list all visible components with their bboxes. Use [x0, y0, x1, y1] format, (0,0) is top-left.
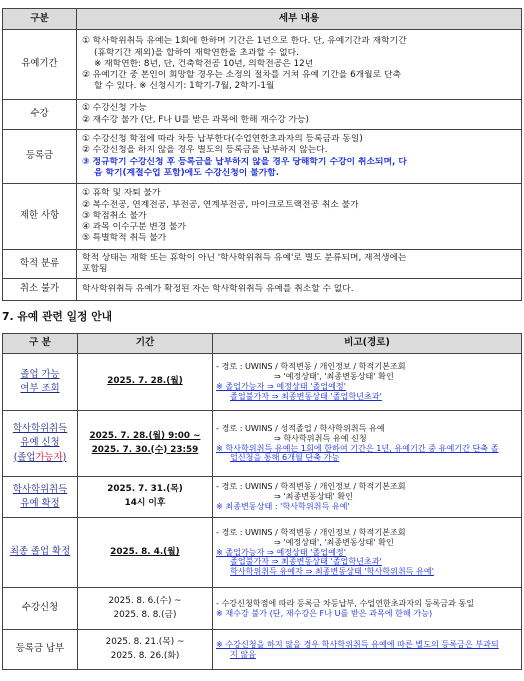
row-period: 2025. 8. 6.(수) ~ 2025. 8. 8.(금) [78, 588, 213, 630]
row-detail: ① 학사학위취득 유예는 1회에 한하며 기간은 1년으로 한다. 단, 유예기간과 재학기간 (휴학기간 제외)을 합하여 재학연한을 초과할 수 없다. ※ 재학연한: 8년, 단, 건축학전공 10년, 의학전공은 12년 ② 유예기간 중 본인이 희망할 경우는 소정의 절차를 거쳐 유예 기간을 6개월로 단축 할 수 있다. ※ 신청시기: 1학기-7월, 2학기-1월 [77, 30, 522, 100]
row-period: 2025. 8. 4.(월) [78, 518, 213, 588]
table-header-row [3, 9, 522, 30]
table-row [3, 518, 522, 588]
row-remarks: - 경로 : UWINS / 학적변동 / 개인정보 / 학적기본조회 ⇒ '예정상태', '최종변동상태' 확인 ※ 졸업가능자 ⇒ 예정상태 '졸업예정' 졸업불가자 ⇒ 최종변동상태 '졸업학년초과' 학사학위취득 유예자 ⇒ 최종변동상태 '학사학위취득 유예' [213, 518, 522, 588]
row-label: 유예기간 [3, 30, 77, 100]
row-detail: 학사학위취득 유예가 확정된 자는 학사학위취득 유예를 취소할 수 없다. [77, 279, 522, 301]
row-period: 2025. 7. 28.(월) [78, 354, 213, 411]
table-row [3, 411, 522, 477]
table-row [3, 630, 522, 670]
row-detail: ① 수강신청 가능 ② 재수강 불가 (단, F나 U를 받은 과목에 한해 재수강 가능) [77, 100, 522, 130]
header-remarks: 비고(경로) [213, 334, 522, 354]
row-remarks: - 경로 : UWINS / 학적변동 / 개인정보 / 학적기본조회 ⇒ '최종변동상태' 확인 ※ 최종변동상태 : '학사학위취득 유예' [213, 477, 522, 518]
row-remarks: - 경로 : UWINS / 성적졸업 / 학사학위취득 유예 ⇒ 학사학위취득 유예 신청 ※ 학사학위취득 유예는 1회에 한하여 기간은 1년, 유예기간 중 유예기간 단축 졸 업신청을 통해 6개월 단축 가능 [213, 411, 522, 477]
row-label: 학적 분류 [3, 250, 77, 279]
row-detail: 학적 상태는 재학 또는 휴학이 아닌 '학사학위취득 유예'로 별도 분류되며, 재적생에는 포함됨 [77, 250, 522, 279]
row-label: 학사학위취득 유예 신청 (졸업가능자) [3, 411, 78, 477]
header-period: 기간 [78, 334, 213, 354]
section-title: 7. 유예 관련 일정 안내 [2, 310, 113, 323]
row-detail: ① 수강신청 학점에 따라 차등 납부한다(수업연한초과자의 등록금과 동일) ② 수강신청을 하지 않을 경우 별도의 등록금을 납부하지 않는다. ③ 정규학기 수강신청 후 등록금을 납부하지 않을 경우 당해학기 수강이 취소되며, 다 음 학기(계절수업 포함)에도 수강신청이 불가함. [77, 130, 522, 184]
table-row [3, 588, 522, 630]
row-label: 등록금 납부 [3, 630, 78, 670]
row-label: 제한 사항 [3, 184, 77, 250]
row-label: 학사학위취득 유예 확정 [3, 477, 78, 518]
table-row [3, 279, 522, 301]
table-header-row [3, 334, 522, 354]
row-period: 2025. 7. 28.(월) 9:00 ~ 2025. 7. 30.(수) 23:59 [78, 411, 213, 477]
warning-text: ③ 정규학기 수강신청 후 등록금을 납부하지 않을 경우 당해학기 수강이 취소되며, 다 [82, 156, 407, 167]
header-category: 구 분 [3, 334, 78, 354]
row-label: 취소 불가 [3, 279, 77, 301]
warning-text: 음 학기(계절수업 포함)에도 수강신청이 불가함. [94, 167, 280, 178]
row-period: 2025. 8. 21.(목) ~ 2025. 8. 26.(화) [78, 630, 213, 670]
header-category: 구분 [3, 9, 77, 30]
schedule-table [2, 333, 522, 670]
deferral-rules-table [2, 8, 522, 301]
table-row [3, 354, 522, 411]
table-row [3, 477, 522, 518]
header-detail: 세부 내용 [77, 9, 522, 30]
row-detail: ① 휴학 및 자퇴 불가 ② 복수전공, 연계전공, 부전공, 연계부전공, 마이크로트랙전공 취소 불가 ③ 학점취소 불가 ④ 과목 이수구분 변경 불가 ⑤ 특별학적 취득 불가 [77, 184, 522, 250]
table-row [3, 250, 522, 279]
table-row [3, 100, 522, 130]
row-remarks: ※ 수강신청을 하지 않을 경우 학사학위취득 유예에 따른 별도의 등록금은 부과되 지 않음 [213, 630, 522, 670]
row-label: 최종 졸업 확정 [3, 518, 78, 588]
row-label: 등록금 [3, 130, 77, 184]
row-period: 2025. 7. 31.(목) 14시 이후 [78, 477, 213, 518]
row-label: 졸업 가능 여부 조회 [3, 354, 78, 411]
table-row [3, 30, 522, 100]
row-label: 수강 [3, 100, 77, 130]
row-remarks: - 수강신청학점에 따라 등록금 차등납부, 수업연한초과자의 등록금과 동일 ※ 재수강 불가 (단, 재수강은 F나 U를 받은 과목에 한해 가능) [213, 588, 522, 630]
row-label: 수강신청 [3, 588, 78, 630]
table-row [3, 130, 522, 184]
row-remarks: - 경로 : UWINS / 학적변동 / 개인정보 / 학적기본조회 ⇒ '예정상태', '최종변동상태' 확인 ※ 졸업가능자 ⇒ 예정상태 '졸업예정' 졸업불가자 ⇒ 최종변동상태 '졸업학년초과' [213, 354, 522, 411]
table-row [3, 184, 522, 250]
